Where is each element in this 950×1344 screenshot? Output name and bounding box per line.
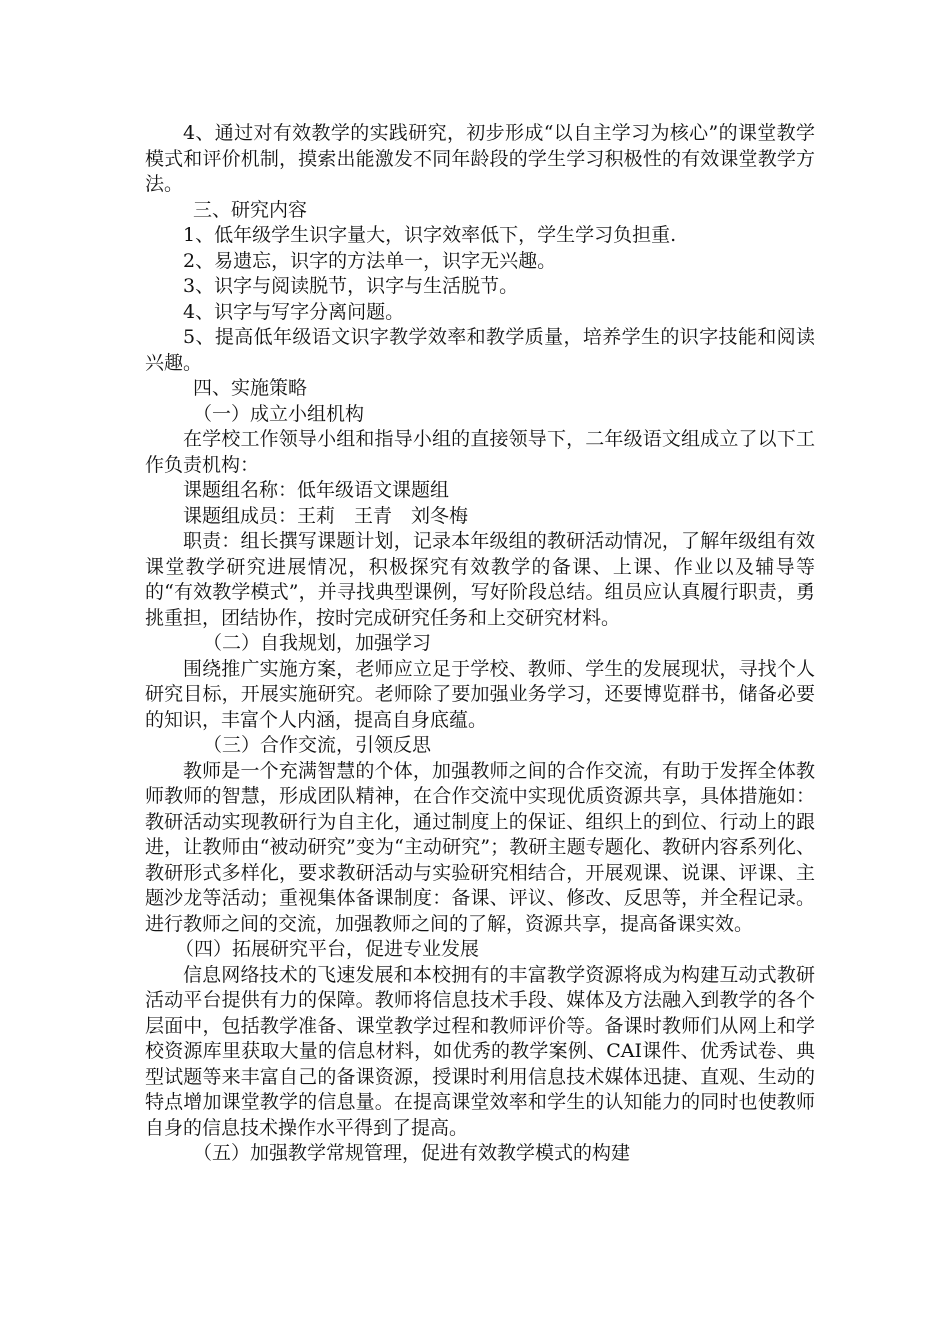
paragraph: 4、识字与写字分离问题。 [183, 300, 405, 323]
section-heading: 四、实施策略 [193, 377, 308, 399]
subsection-heading: （一）成立小组机构 [193, 402, 365, 425]
paragraph: 教师是一个充满智慧的个体，加强教师之间的合作交流，有助于发挥全体教师教师的智慧，形成团队精神，在合作交流中实现优质资源共享，具体措施如：教研活动实现教研行为自主化，通过制度上的保证、组织上的到位、行动上的跟进，让教师由“被动研究”变为“主动研究”；教研主题专题化、教研内容系列化、教研形式多样化，要求教研活动与实验研究相结合，开展观课、说课、评课、主题沙龙等活动；重视集体备课制度：备课、评议、修改、反思等，并全程记录。进行教师之间的交流，加强教师之间的了解，资源共享，提高备课实效。 [145, 759, 815, 935]
subsection-heading: （二）自我规划，加强学习 [203, 632, 432, 654]
paragraph: 4、通过对有效教学的实践研究，初步形成“以自主学习为核心”的课堂教学模式和评价机制，摸索出能激发不同年龄段的学生学习积极性的有效课堂教学方法。 [145, 122, 815, 195]
subsection-heading: （四）拓展研究平台，促进专业发展 [175, 938, 480, 960]
paragraph: 3、识字与阅读脱节，识字与生活脱节。 [183, 275, 519, 297]
section-heading: 三、研究内容 [193, 198, 308, 221]
document-page [145, 121, 815, 1167]
paragraph: 信息网络技术的飞速发展和本校拥有的丰富教学资源将成为构建互动式教研活动平台提供有力的保障。教师将信息技术手段、媒体及方法融入到教学的各个层面中，包括教学准备、课堂教学过程和教师评价等。备课时教师们从网上和学校资源库里获取大量的信息材料，如优秀的教学案例、CAI课件、优秀试卷、典型试题等来丰富自己的备课资源，授课时利用信息技术媒体迅捷、直观、生动的特点增加课堂教学的信息量。在提高课堂效率和学生的认知能力的同时也使教师自身的信息技术操作水平得到了提高。 [145, 963, 815, 1139]
paragraph: 职责：组长撰写课题计划，记录本年级组的教研活动情况，了解年级组有效课堂教学研究进展情况，积极探究有效教学的备课、上课、作业以及辅导等的“有效教学模式”，并寻找典型课例，写好阶段总结。组员应认真履行职责，勇挑重担，团结协作，按时完成研究任务和上交研究材料。 [145, 530, 815, 629]
paragraph: 在学校工作领导小组和指导小组的直接领导下，二年级语文组成立了以下工作负责机构： [145, 428, 815, 476]
subsection-heading: （五）加强教学常规管理，促进有效教学模式的构建 [193, 1142, 631, 1164]
paragraph: 课题组成员：王莉 王青 刘冬梅 [183, 504, 469, 527]
paragraph: 2、易遗忘，识字的方法单一，识字无兴趣。 [183, 249, 557, 272]
subsection-heading: （三）合作交流，引领反思 [203, 734, 432, 756]
paragraph: 1、低年级学生识字量大，识字效率低下，学生学习负担重. [183, 224, 677, 246]
paragraph: 5、提高低年级语文识字教学效率和教学质量，培养学生的识字技能和阅读兴趣。 [145, 326, 815, 374]
paragraph: 课题组名称：低年级语文课题组 [183, 479, 450, 501]
paragraph: 围绕推广实施方案，老师应立足于学校、教师、学生的发展现状，寻找个人研究目标，开展实施研究。老师除了要加强业务学习，还要博览群书，储备必要的知识，丰富个人内涵，提高自身底蕴。 [145, 657, 815, 731]
